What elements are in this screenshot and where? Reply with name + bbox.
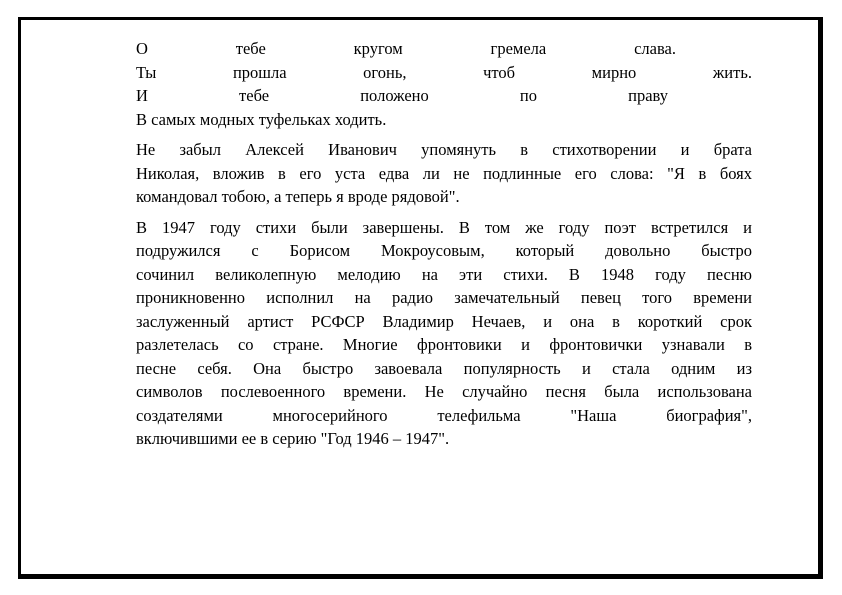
poem-line: Ты прошла огонь, чтоб мирно жить.: [136, 62, 752, 82]
paragraph-line: подружился с Борисом Мокроусовым, который довольно быстро: [136, 241, 752, 260]
poem-line: В самых модных туфельках ходить.: [136, 109, 387, 129]
document-body: [136, 37, 752, 451]
paragraph-line: заслуженный артист РСФСР Владимир Нечаев, и она в короткий срок: [136, 311, 752, 331]
paragraph-line: включившими ее в серию "Год 1946 – 1947".: [136, 429, 450, 448]
paragraph-line: Не забыл Алексей Иванович упомянуть в стихотворении и брата: [136, 140, 752, 159]
paragraph-line: символов послевоенного времени. Не случайно песня была использована: [136, 382, 752, 401]
paragraph-line: командовал тобою, а теперь я вроде рядовой".: [136, 187, 460, 206]
poem-line: О тебе кругом гремела слава.: [136, 39, 676, 58]
paragraph-line: создателями многосерийного телефильма "Наша биография",: [136, 405, 752, 425]
paragraph-line: Николая, вложив в его уста едва ли не подлинные его слова: "Я в боях: [136, 163, 752, 183]
paragraph-line: сочинил великолепную мелодию на эти стихи. В 1948 году песню: [136, 264, 752, 284]
poem-line: И тебе положено по праву: [136, 86, 668, 105]
paragraph-line: песне себя. Она быстро завоевала популярность и стала одним из: [136, 358, 752, 378]
paragraph-line: В 1947 году стихи были завершены. В том же году поэт встретился и: [136, 217, 752, 237]
paragraph-line: разлетелась со стране. Многие фронтовики и фронтовички узнавали в: [136, 335, 752, 354]
paragraph-line: проникновенно исполнил на радио замечательный певец того времени: [136, 288, 752, 307]
paragraph-brother: [136, 138, 752, 209]
paragraph-song-history: [136, 216, 752, 451]
poem-quote: [136, 37, 752, 131]
